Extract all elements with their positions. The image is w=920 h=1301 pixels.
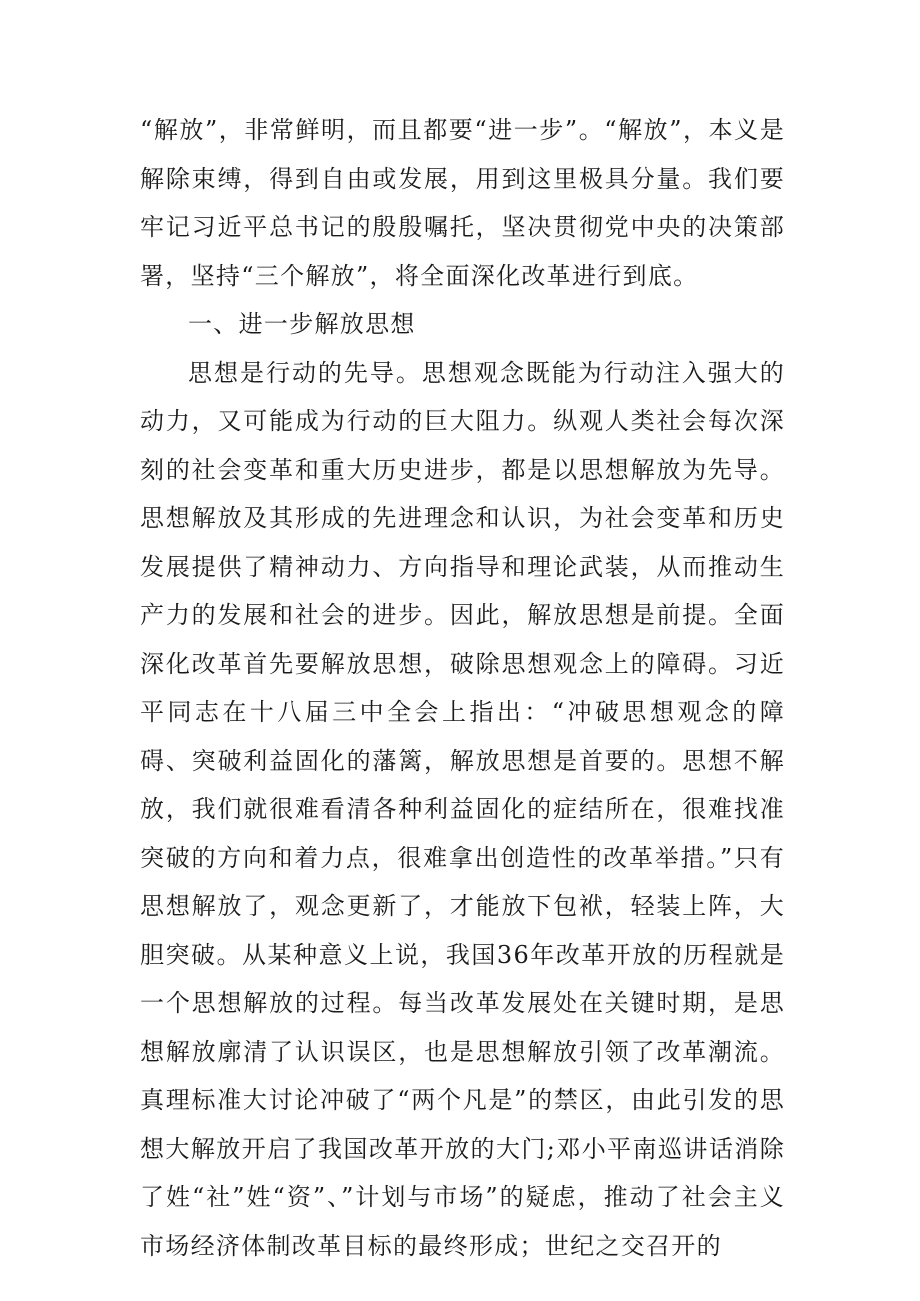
section-heading: 一、进一步解放思想 <box>188 310 416 338</box>
document-body <box>140 106 785 1270</box>
intro-paragraph: “解放”，非常鲜明，而且都要“进一步”。“解放”，本义是解除束缚，得到自由或发展，用到这里极具分量。我们要牢记习近平总书记的殷殷嘱托，坚决贯彻党中央的决策部署，坚持“三个解放”，将全面深化改革进行到底。 <box>140 116 785 290</box>
body-paragraph: 思想是行动的先导。思想观念既能为行动注入强大的动力，又可能成为行动的巨大阻力。纵观人类社会每次深刻的社会变革和重大历史进步，都是以思想解放为先导。思想解放及其形成的先进理念和认识，为社会变革和历史发展提供了精神动力、方向指导和理论武装，从而推动生产力的发展和社会的进步。因此，解放思想是前提。全面深化改革首先要解放思想，破除思想观念上的障碍。习近平同志在十八届三中全会上指出：“冲破思想观念的障碍、突破利益固化的藩篱，解放思想是首要的。思想不解放，我们就很难看清各种利益固化的症结所在，很难找准突破的方向和着力点，很难拿出创造性的改革举措。”只有思想解放了，观念更新了，才能放下包袱，轻装上阵，大胆突破。从某种意义上说，我国36年改革开放的历程就是一个思想解放的过程。每当改革发展处在关键时期，是思想解放廓清了认识误区，也是思想解放引领了改革潮流。真理标准大讨论冲破了“两个凡是”的禁区，由此引发的思想大解放开启了我国改革开放的大门;邓小平南巡讲话消除了姓“社”姓“资”、”计划与市场”的疑虑，推动了社会主义市场经济体制改革目标的最终形成；世纪之交召开的 <box>140 358 785 1260</box>
